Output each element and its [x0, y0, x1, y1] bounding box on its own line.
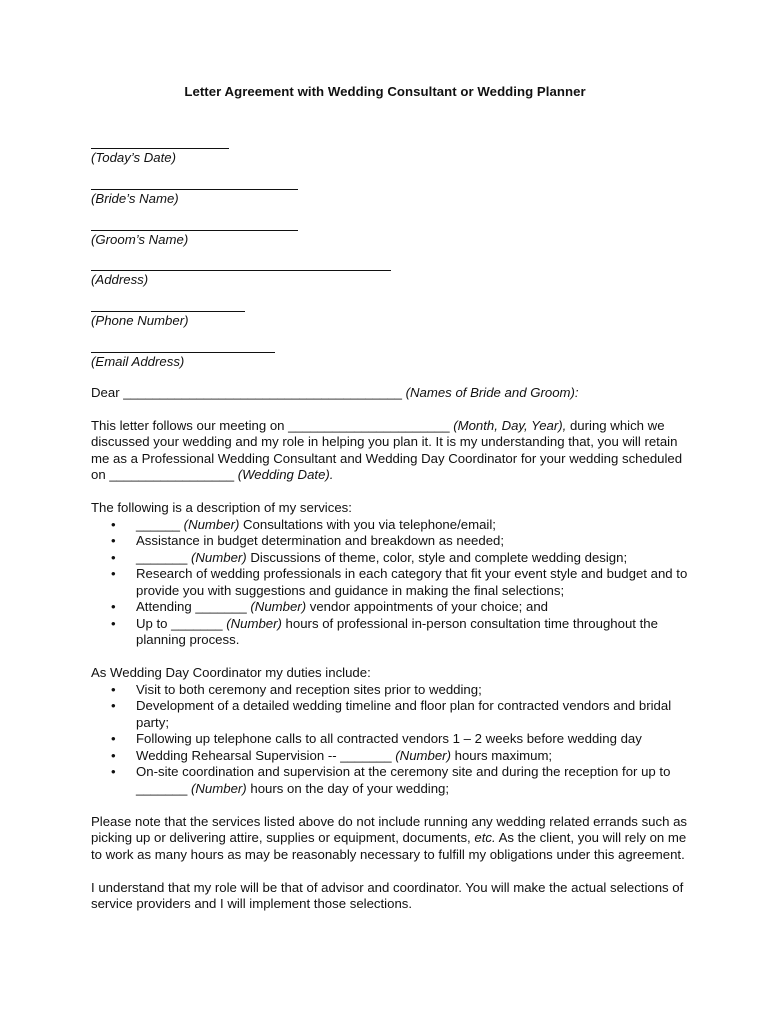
salutation [91, 385, 691, 402]
item-text: Wedding Rehearsal Supervision -- _______ [136, 747, 396, 763]
salutation-blank[interactable]: ______________________________________ [123, 384, 402, 400]
bullet-icon: • [111, 681, 116, 697]
item-hint: (Number) [226, 615, 282, 631]
note-text-1: Please note that the services listed above do not include running any wedding related errands such as picking up or delivering attire, supplies or equipment, documents, [91, 813, 688, 846]
field-label: (Today’s Date) [91, 150, 177, 165]
duties-list [91, 682, 691, 798]
fill-in-line[interactable] [91, 148, 229, 149]
bullet-icon: • [111, 615, 116, 631]
item-text-tail: hours on the day of your wedding; [246, 780, 450, 796]
list-item [91, 566, 691, 599]
fill-in-line[interactable] [91, 230, 298, 231]
header-field [91, 311, 691, 344]
item-text: Assistance in budget determination and breakdown as needed; [136, 533, 505, 549]
item-hint: (Number) [191, 780, 247, 796]
item-hint: (Number) [183, 516, 240, 532]
item-text: Attending _______ [136, 599, 251, 615]
list-item [91, 616, 691, 649]
bullet-icon: • [111, 566, 116, 582]
bullet-icon: • [111, 698, 116, 714]
note-text-2: As the client, you will rely on me to work as many hours as may be reasonably necessary to fulfill my obligations under this agreement. [91, 830, 687, 862]
list-item [91, 748, 691, 765]
list-item [91, 731, 691, 748]
field-label: (Bride’s Name) [91, 190, 179, 206]
intro-text-2: during which we discussed your wedding and my role in helping you plan it. It is my understanding that, you will retain me as a Professional Wedding Consultant and Wedding Day Coordinator for your wedding scheduled on [91, 417, 683, 483]
wedding-date-blank[interactable]: _________________ [109, 467, 235, 483]
intro-paragraph [91, 418, 691, 484]
wedding-date-hint: (Wedding Date). [234, 467, 334, 483]
item-text: _______ [136, 549, 192, 565]
letter-body [91, 140, 691, 913]
fill-in-line[interactable] [91, 189, 298, 190]
salutation-suffix: (Names of Bride and Groom): [401, 384, 579, 400]
fill-in-line[interactable] [91, 311, 245, 312]
header-field [91, 352, 691, 385]
field-label: (Email Address) [91, 353, 185, 369]
item-text: Visit to both ceremony and reception sites prior to wedding; [136, 681, 482, 697]
bullet-icon: • [111, 599, 116, 615]
header-fields [91, 148, 691, 385]
item-hint: (Number) [191, 549, 247, 565]
item-text-tail: hours maximum; [450, 747, 553, 763]
document-title: Letter Agreement with Wedding Consultant or Wedding Planner [184, 84, 586, 99]
item-text-tail: Discussions of theme, color, style and complete wedding design; [246, 549, 628, 565]
bullet-icon: • [111, 516, 116, 532]
item-text-tail: hours of professional in-person consultation time throughout the planning process. [136, 615, 658, 648]
item-text-tail: Consultations with you via telephone/email; [239, 516, 496, 532]
bullet-icon: • [111, 533, 116, 549]
services-list [91, 517, 691, 649]
note-paragraph [91, 814, 691, 864]
meeting-date-hint: (Month, Day, Year), [449, 417, 567, 433]
header-field [91, 148, 691, 181]
item-text: On-site coordination and supervision at the ceremony site and during the reception for up to _______ [136, 764, 671, 796]
item-hint: (Number) [250, 599, 307, 615]
list-item [91, 682, 691, 699]
note-etc: etc. [474, 830, 496, 846]
item-text: Up to _______ [136, 615, 227, 631]
field-label: (Groom’s Name) [91, 231, 189, 247]
field-label: (Phone Number) [91, 313, 189, 329]
item-hint: (Number) [395, 747, 451, 763]
list-item [91, 533, 691, 550]
bullet-icon: • [111, 731, 116, 747]
item-text: ______ [136, 516, 184, 532]
item-text-tail: vendor appointments of your choice; and [306, 599, 549, 615]
field-label: (Address) [91, 272, 149, 288]
list-item [91, 764, 691, 797]
bullet-icon: • [111, 549, 116, 565]
fill-in-line[interactable] [91, 270, 391, 271]
item-text: Research of wedding professionals in each category that fit your event style and budget and to provide you with suggestions and guidance in making the final selections; [136, 566, 688, 598]
header-field [91, 230, 691, 263]
header-field [91, 270, 691, 303]
meeting-date-blank[interactable]: ______________________ [288, 417, 450, 433]
list-item [91, 550, 691, 567]
salutation-prefix: Dear [91, 384, 124, 400]
list-item [91, 517, 691, 534]
duties-heading: As Wedding Day Coordinator my duties include: [91, 665, 371, 681]
closing-paragraph: I understand that my role will be that of advisor and coordinator. You will make the actual selections of service providers and I will implement those selections. [91, 879, 684, 912]
header-field [91, 189, 691, 222]
fill-in-line[interactable] [91, 352, 275, 353]
bullet-icon: • [111, 747, 116, 763]
list-item [91, 599, 691, 616]
intro-text-1: This letter follows our meeting on [91, 417, 289, 433]
list-item [91, 698, 691, 731]
bullet-icon: • [111, 764, 116, 780]
item-text: Development of a detailed wedding timeline and floor plan for contracted vendors and bridal party; [136, 698, 672, 730]
services-heading: The following is a description of my services: [91, 500, 352, 516]
item-text: Following up telephone calls to all contracted vendors 1 – 2 weeks before wedding day [136, 731, 642, 747]
